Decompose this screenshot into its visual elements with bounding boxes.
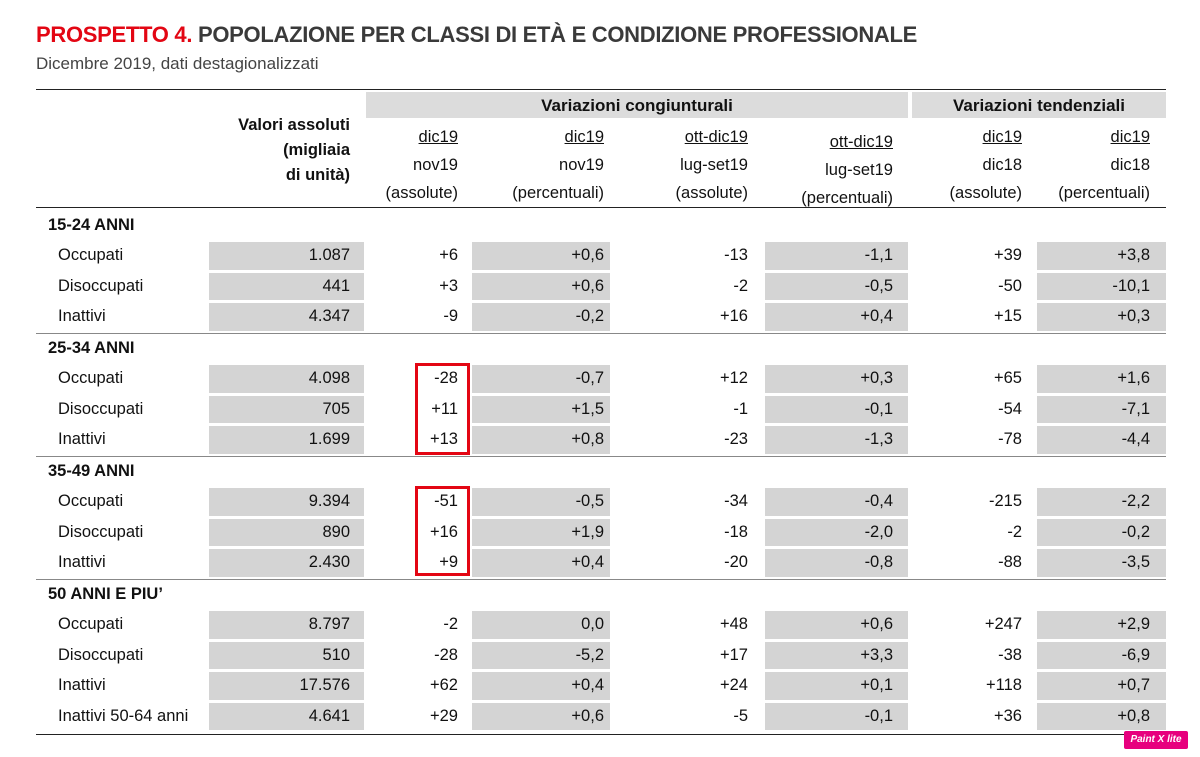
table-cell: -0,8 (864, 553, 893, 572)
page-subtitle: Dicembre 2019, dati destagionalizzati (36, 54, 319, 73)
table-cell: +24 (720, 676, 748, 695)
column-header-line: dic18 (982, 156, 1022, 174)
table-cell: +3,3 (860, 645, 893, 664)
column-header-line: (assolute) (675, 184, 748, 202)
table-cell: -215 (988, 492, 1022, 510)
table-cell: +13 (430, 430, 458, 449)
section-label: 15-24 ANNI (48, 216, 135, 234)
table-cell: -0,7 (575, 369, 604, 387)
table-cell: 4.641 (308, 706, 350, 725)
table-cell: +0,8 (571, 430, 604, 449)
table-cell: -13 (724, 246, 748, 264)
table-cell: 1.699 (308, 430, 350, 449)
header-bottom-rule (36, 207, 1166, 208)
row-label: Occupati (58, 246, 124, 264)
table-cell: -1,1 (864, 246, 893, 264)
column-header-line: dic18 (1110, 156, 1150, 174)
row-label: Disoccupati (58, 522, 144, 541)
section-separator (36, 579, 1166, 580)
page-title (36, 22, 917, 48)
column-header-line: Valori assoluti (238, 116, 350, 134)
table-cell: +12 (720, 369, 748, 387)
table-cell: -18 (724, 522, 748, 541)
title-prefix: PROSPETTO 4. (36, 22, 193, 47)
table-cell: 4.347 (308, 307, 350, 326)
table-cell: +29 (430, 706, 458, 725)
table-cell: -78 (998, 430, 1022, 449)
table-cell: -2,2 (1121, 492, 1150, 510)
row-label: Disoccupati (58, 399, 144, 418)
table-cell: +62 (430, 676, 458, 695)
table-cell: 441 (322, 276, 350, 295)
row-label: Disoccupati (58, 276, 144, 295)
column-header (990, 123, 1150, 207)
table-cell: -34 (724, 492, 748, 510)
section-separator (36, 456, 1166, 457)
table-cell: +2,9 (1117, 615, 1150, 633)
highlight-box-35-49 (415, 486, 470, 576)
highlight-box-25-34 (415, 363, 470, 455)
column-header-line: ott-dic19 (684, 128, 748, 146)
table-cell: -9 (443, 307, 458, 326)
table-cell: -50 (998, 276, 1022, 295)
table-cell: -1 (733, 399, 748, 418)
section-label: 25-34 ANNI (48, 339, 135, 357)
table-cell: +0,6 (571, 276, 604, 295)
column-header-line: nov19 (559, 156, 604, 174)
row-label: Disoccupati (58, 645, 144, 664)
table-cell: -20 (724, 553, 748, 572)
table-cell: -23 (724, 430, 748, 449)
table-cell: 705 (322, 399, 350, 418)
table-cell: 9.394 (308, 492, 350, 510)
table-cell: -0,4 (864, 492, 893, 510)
column-header-line: ott-dic19 (829, 133, 893, 151)
column-header-line: dic19 (1110, 128, 1150, 146)
column-header-line: (percentuali) (801, 189, 893, 207)
row-label: Inattivi (58, 553, 106, 572)
row-label: Occupati (58, 615, 124, 633)
table-cell: 4.098 (308, 369, 350, 387)
table-cell: -10,1 (1112, 276, 1150, 295)
table-cell: +0,3 (1117, 307, 1150, 326)
table-cell: +39 (994, 246, 1022, 264)
table-cell: +16 (720, 307, 748, 326)
column-header-line: dic19 (418, 128, 458, 146)
table-cell: +1,9 (571, 522, 604, 541)
table-cell: -0,2 (1121, 522, 1150, 541)
table-cell: +0,6 (860, 615, 893, 633)
row-label: Inattivi 50-64 anni (58, 706, 189, 725)
table-cell: -0,5 (575, 492, 604, 510)
table-cell: -6,9 (1121, 645, 1150, 664)
table-cell: -2,0 (864, 522, 893, 541)
table-cell: +65 (994, 369, 1022, 387)
section-label: 50 ANNI E PIU’ (48, 585, 163, 603)
table-cell: -2 (733, 276, 748, 295)
table-cell: -51 (434, 492, 458, 510)
table-cell: -28 (434, 369, 458, 387)
column-header (444, 123, 604, 207)
table-cell: 1.087 (308, 246, 350, 264)
group-header-congiunturali: Variazioni congiunturali (541, 96, 733, 115)
table-cell: -3,5 (1121, 553, 1150, 572)
table-cell: +11 (431, 399, 458, 418)
table-cell: -0,2 (575, 307, 604, 326)
column-header (588, 123, 748, 207)
table-cell: +0,1 (860, 676, 893, 695)
table-cell: +118 (986, 676, 1022, 695)
table-cell: -28 (434, 645, 458, 664)
table-cell: +0,7 (1117, 676, 1150, 695)
row-label: Inattivi (58, 307, 106, 326)
table-cell: 2.430 (308, 553, 350, 572)
row-label: Inattivi (58, 676, 106, 695)
table-cell: -1,3 (864, 430, 893, 449)
column-header-line: (assolute) (949, 184, 1022, 202)
table-cell: 8.797 (308, 615, 350, 633)
table-cell: -54 (998, 399, 1022, 418)
table-cell: -0,1 (864, 706, 893, 725)
column-header-line: dic19 (564, 128, 604, 146)
table-cell: +16 (430, 522, 458, 541)
column-header-line: nov19 (413, 156, 458, 174)
column-header-line: (percentuali) (1058, 184, 1150, 202)
row-label: Inattivi (58, 430, 106, 449)
table-cell: -0,1 (864, 399, 893, 418)
table-cell: +0,4 (860, 307, 893, 326)
table-cell: +0,4 (571, 676, 604, 695)
column-header-line: lug-set19 (680, 156, 748, 174)
table-cell: +17 (720, 645, 748, 664)
table-cell: 0,0 (581, 615, 604, 633)
column-header-line: (assolute) (385, 184, 458, 202)
table-cell: +6 (439, 246, 458, 264)
column-header (733, 128, 893, 212)
table-top-rule (36, 89, 1166, 90)
column-header-line: (migliaia (283, 141, 350, 159)
table-cell: -2 (443, 615, 458, 633)
table-cell: +0,8 (1117, 706, 1150, 725)
paint-x-lite-badge: Paint X lite (1124, 731, 1188, 749)
table-cell: +15 (994, 307, 1022, 326)
section-label: 35-49 ANNI (48, 462, 135, 480)
table-cell: +3 (439, 276, 458, 295)
table-cell: -88 (998, 553, 1022, 572)
table-cell: -2 (1007, 522, 1022, 541)
table-cell: +247 (984, 615, 1022, 633)
table-cell: +0,3 (860, 369, 893, 387)
table-cell: 510 (322, 645, 350, 664)
table-cell: -5 (733, 706, 748, 725)
table-cell: +1,5 (571, 399, 604, 418)
column-header-line: di unità) (285, 166, 350, 184)
table-bottom-rule (36, 734, 1166, 735)
table-cell: +0,6 (571, 246, 604, 264)
table-cell: +0,4 (571, 553, 604, 572)
table-cell: +1,6 (1117, 369, 1150, 387)
table-cell: +36 (994, 706, 1022, 725)
table-cell: -7,1 (1121, 399, 1150, 418)
table-cell: -38 (998, 645, 1022, 664)
table-cell: -5,2 (575, 645, 604, 664)
column-header-line: (percentuali) (512, 184, 604, 202)
table-cell: +3,8 (1117, 246, 1150, 264)
table-cell: +9 (439, 553, 458, 572)
column-header (318, 123, 458, 207)
table-cell: +48 (720, 615, 748, 633)
column-header-line: dic19 (982, 128, 1022, 146)
column-header-line: lug-set19 (825, 161, 893, 179)
table-cell: -4,4 (1121, 430, 1150, 449)
group-header-tendenziali: Variazioni tendenziali (953, 96, 1125, 115)
row-label: Occupati (58, 492, 124, 510)
table-cell: -0,5 (864, 276, 893, 295)
section-separator (36, 333, 1166, 334)
table-cell: 890 (322, 522, 350, 541)
title-text: POPOLAZIONE PER CLASSI DI ETÀ E CONDIZIONE PROFESSIONALE (197, 22, 918, 47)
table-cell: +0,6 (571, 706, 604, 725)
row-label: Occupati (58, 369, 124, 387)
table-cell: 17.576 (299, 676, 350, 695)
